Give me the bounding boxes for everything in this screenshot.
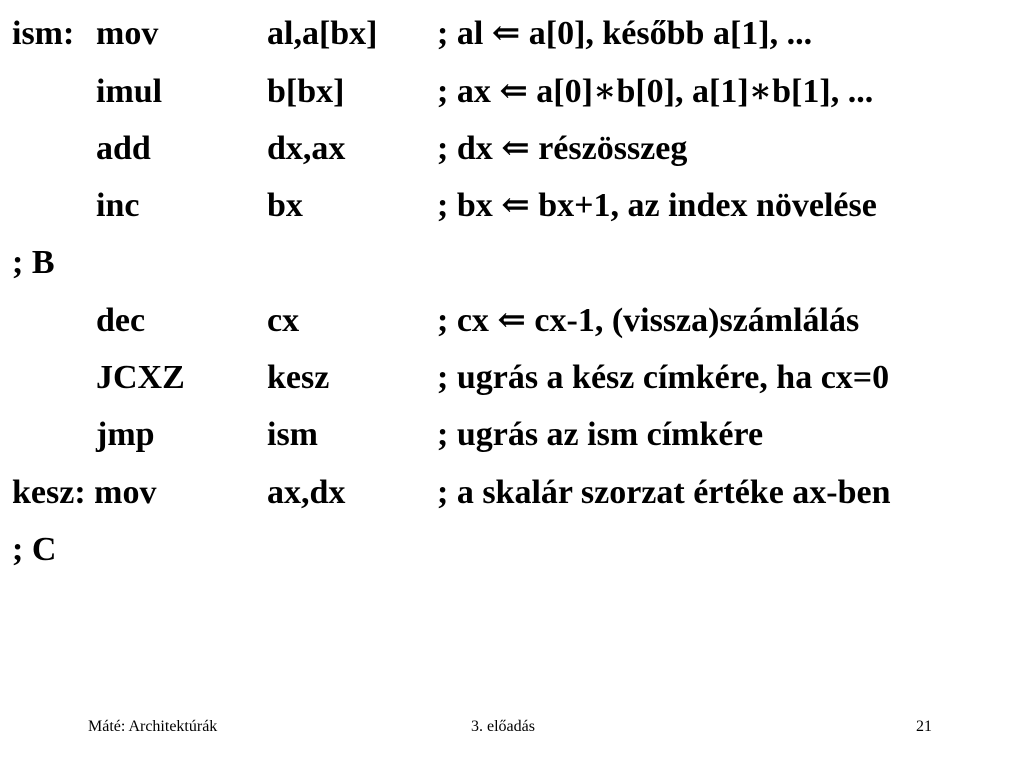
code-operands: b[bx] <box>267 73 345 110</box>
code-operands: kesz <box>267 359 330 396</box>
code-line-dec <box>0 301 1024 341</box>
code-label: kesz: mov <box>12 474 157 511</box>
code-label: ism: <box>12 15 75 52</box>
code-instruction: imul <box>96 73 163 110</box>
code-line-jmp <box>0 415 1024 455</box>
code-line-add <box>0 129 1024 169</box>
code-comment: ; B <box>12 244 55 281</box>
code-line-imul <box>0 72 1024 112</box>
code-comment: ; al ⇐ a[0], később a[1], ... <box>437 15 813 52</box>
code-comment: ; ugrás az ism címkére <box>437 416 764 453</box>
code-line-inc <box>0 186 1024 226</box>
code-operands: ax,dx <box>267 474 346 511</box>
code-line-ism-mov <box>0 14 1024 54</box>
footer-lecture-number: 3. előadás <box>471 718 535 735</box>
code-operands: bx <box>267 187 303 224</box>
code-line-jcxz <box>0 358 1024 398</box>
code-instruction: JCXZ <box>96 359 185 396</box>
code-comment: ; bx ⇐ bx+1, az index növelése <box>437 187 877 224</box>
code-comment: ; ugrás a kész címkére, ha cx=0 <box>437 359 890 396</box>
code-operands: al,a[bx] <box>267 15 378 52</box>
code-operands: cx <box>267 302 300 339</box>
code-comment: ; ax ⇐ a[0]∗b[0], a[1]∗b[1], ... <box>437 73 874 110</box>
code-line-b-marker <box>0 243 1024 283</box>
code-instruction: add <box>96 130 151 167</box>
code-instruction: inc <box>96 187 140 224</box>
code-operands: dx,ax <box>267 130 346 167</box>
code-instruction: mov <box>96 15 159 52</box>
code-operands: ism <box>267 416 318 453</box>
code-instruction: dec <box>96 302 146 339</box>
footer-author-course: Máté: Architektúrák <box>88 718 218 735</box>
code-line-c-marker <box>0 530 1024 570</box>
footer-page-number: 21 <box>916 718 932 735</box>
code-comment: ; dx ⇐ részösszeg <box>437 130 688 167</box>
code-instruction: jmp <box>96 416 155 453</box>
code-comment: ; cx ⇐ cx-1, (vissza)számlálás <box>437 302 860 339</box>
code-line-kesz-mov <box>0 473 1024 513</box>
code-comment: ; a skalár szorzat értéke ax-ben <box>437 474 891 511</box>
code-comment: ; C <box>12 531 57 568</box>
